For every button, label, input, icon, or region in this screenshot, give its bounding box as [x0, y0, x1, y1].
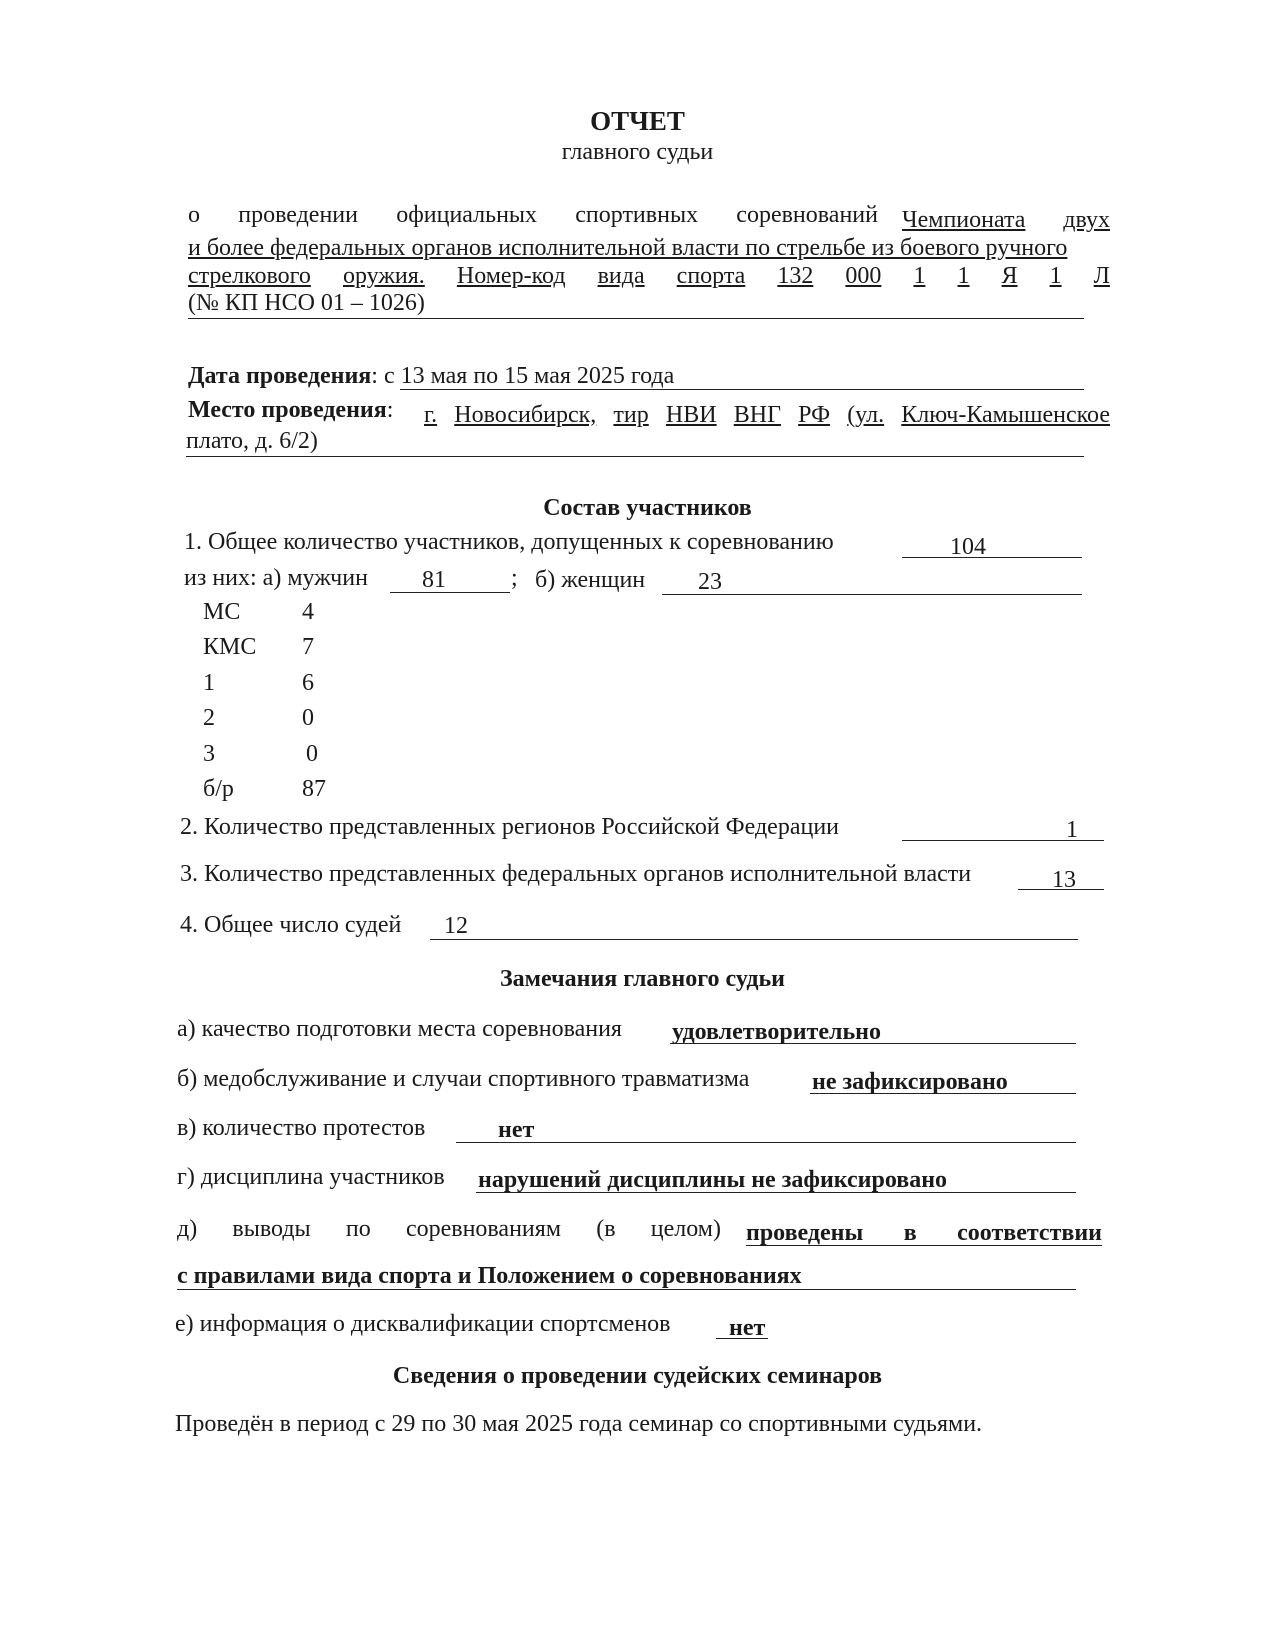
date-row: Дата проведения: с 13 мая по 15 мая 2025 года [188, 363, 675, 389]
rank-count: 87 [302, 776, 326, 802]
seminars-text: Проведён в период с 29 по 30 мая 2025 года семинар со спортивными судьями. [175, 1411, 983, 1437]
date-label: Дата проведения [188, 363, 372, 389]
total-participants-label: 1. Общее количество участников, допущенных к соревнованию [184, 529, 834, 555]
date-underline [400, 389, 1084, 390]
report-title: ОТЧЕТ [590, 106, 685, 136]
semicolon: ; [511, 565, 518, 591]
rank-count: 6 [302, 670, 314, 696]
rank-count: 7 [302, 634, 314, 660]
remark-d-label: г) дисциплина участников [177, 1164, 445, 1190]
event-name-line2: и более федеральных органов исполнительной власти по стрельбе из боевого ручного [188, 235, 1068, 261]
regions-value: 1 [1066, 817, 1078, 843]
rank-count: 4 [302, 599, 314, 625]
judges-line [430, 939, 1078, 940]
rank-label: 3 [203, 741, 215, 767]
event-code: (№ КП НСО 01 – 1026) [188, 290, 425, 316]
report-subtitle: главного судьи [561, 139, 714, 165]
remark-e-line1 [746, 1245, 1102, 1246]
federal-value: 13 [1052, 867, 1076, 893]
participants-heading: Состав участников [543, 495, 752, 521]
judges-value: 12 [444, 913, 468, 939]
remark-c-line [456, 1142, 1076, 1143]
total-participants-line [902, 557, 1082, 558]
of-them-label: из них: а) мужчин [184, 565, 368, 591]
regions-label: 2. Количество представленных регионов Российской Федерации [180, 814, 840, 840]
place-value-line1: г. Новосибирск, тир НВИ ВНГ РФ (ул. Ключ-Камышенское [424, 402, 1110, 428]
women-value: 23 [698, 569, 722, 595]
remarks-heading: Замечания главного судьи [500, 966, 785, 992]
rank-label: МС [203, 599, 241, 625]
women-label: б) женщин [535, 567, 646, 593]
seminars-heading: Сведения о проведении судейских семинаров [392, 1363, 883, 1389]
men-value: 81 [422, 567, 446, 593]
judges-label: 4. Общее число судей [180, 912, 402, 938]
remark-e-label: д) выводы по соревнованиям (в целом) [177, 1216, 721, 1242]
event-code-underline [188, 318, 1084, 319]
remark-e-value-line1: проведены в соответствии [746, 1220, 1102, 1246]
total-participants-value: 104 [950, 534, 986, 560]
women-line [662, 594, 1082, 595]
remark-e-value-line2: с правилами вида спорта и Положением о соревнованиях [177, 1263, 802, 1289]
rank-count: 0 [302, 705, 314, 731]
place-underline [186, 456, 1084, 457]
remark-b-label: б) медобслуживание и случаи спортивного травматизма [177, 1066, 750, 1092]
remark-a-label: а) качество подготовки места соревнования [177, 1016, 622, 1042]
men-line [390, 592, 510, 593]
rank-label: 1 [203, 670, 215, 696]
remark-a-value: удовлетворительно [672, 1019, 881, 1045]
event-intro: о проведении официальных спортивных соревнований [188, 202, 878, 228]
remark-f-label: е) информация о дисквалификации спортсменов [175, 1311, 671, 1337]
federal-label: 3. Количество представленных федеральных органов исполнительной власти [180, 861, 972, 887]
remark-c-value: нет [498, 1117, 535, 1143]
event-name-line3: стрелкового оружия. Номер-код вида спорта 132 000 1 1 Я 1 Л [188, 263, 1110, 289]
place-label-row: Место проведения: [188, 397, 394, 423]
rank-label: КМС [203, 634, 257, 660]
rank-label: 2 [203, 705, 215, 731]
remark-c-label: в) количество протестов [177, 1115, 426, 1141]
event-name-line1: Чемпионата двух [902, 207, 1110, 233]
remark-f-value: нет [729, 1315, 766, 1341]
rank-count: 0 [306, 741, 318, 767]
date-value: с 13 мая по 15 мая 2025 года [383, 363, 675, 389]
place-value-line2: плато, д. 6/2) [186, 428, 318, 454]
remark-e-line2 [177, 1289, 1076, 1290]
rank-label: б/р [203, 776, 234, 802]
remark-b-value: не зафиксировано [812, 1069, 1008, 1095]
place-label: Место проведения [188, 397, 387, 423]
remark-d-value: нарушений дисциплины не зафиксировано [478, 1167, 948, 1193]
